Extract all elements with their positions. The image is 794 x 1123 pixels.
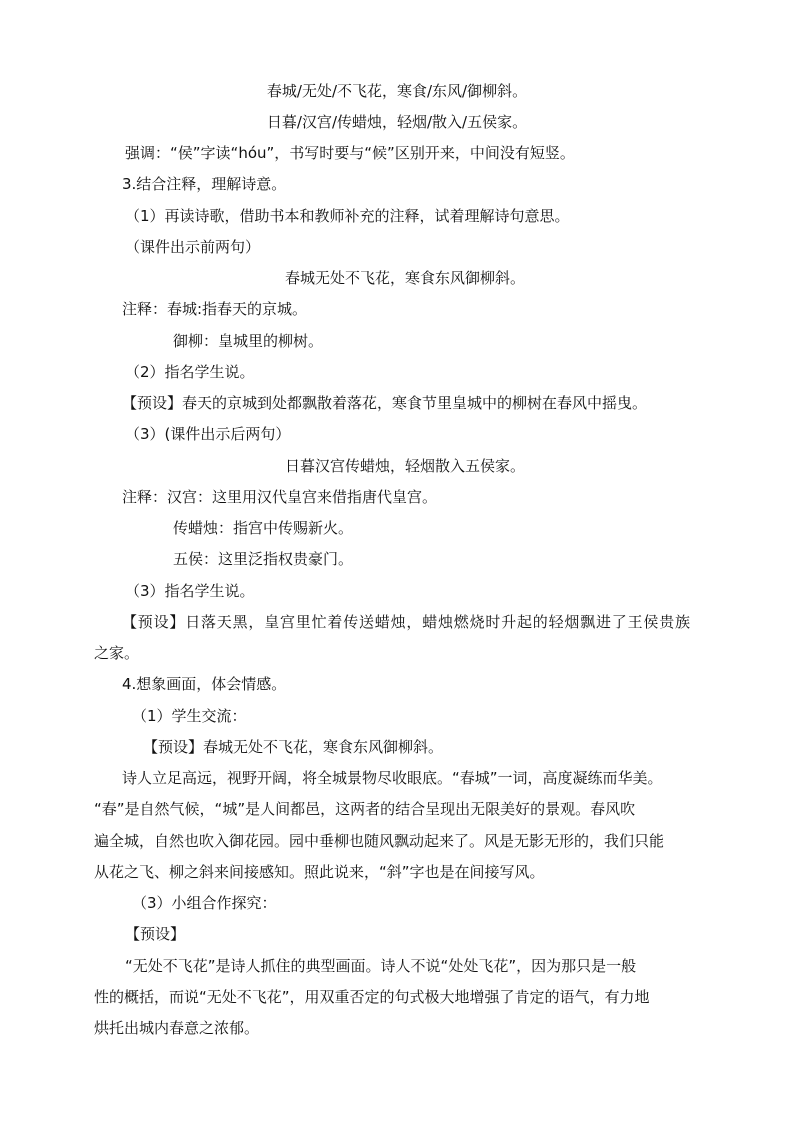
analysis-paragraph-line-4: 从花之飞、柳之斜来间接感知。照此说来，“斜”字也是在间接写风。 — [94, 863, 545, 881]
annotation-chuncheng: 注释：春城:指春天的京城。 — [122, 300, 308, 318]
annotation-hangong: 注释：汉宫：这里用汉代皇宫来借指唐代皇宫。 — [122, 488, 438, 506]
preset-answer-1: 【预设】春天的京城到处都飘散着落花，寒食节里皇城中的柳树在春风中摇曳。 — [122, 394, 648, 412]
courseware-note-2: （3）(课件出示后两句） — [125, 425, 291, 443]
poem-line-2-divided: 日暮/汉宫/传蜡烛，轻烟/散入/五侯家。 — [266, 113, 528, 131]
analysis-paragraph-line-1: 诗人立足高远，视野开阔，将全城景物尽收眼底。“春城”一词，高度凝练而华美。 — [122, 769, 663, 787]
section-heading-3: 3.结合注释，理解诗意。 — [122, 175, 287, 193]
conclusion-paragraph-line-2: 性的概括，而说“无处不飞花”，用双重否定的句式极大地增强了肯定的语气，有力地 — [94, 988, 650, 1006]
poem-second-couplet: 日暮汉宫传蜡烛，轻烟散入五侯家。 — [285, 457, 526, 475]
poem-line-1-divided: 春城/无处/不飞花，寒食/东风/御柳斜。 — [266, 82, 528, 100]
preset-poem-quote: 【预设】春城无处不飞花，寒食东风御柳斜。 — [143, 738, 444, 756]
annotation-chuanlazhu: 传蜡烛：指宫中传赐新火。 — [173, 519, 354, 537]
preset-answer-2: 【预设】日落天黑，皇宫里忙着传送蜡烛，蜡烛燃烧时升起的轻烟飘进了王侯贵族 — [122, 613, 691, 631]
step-1-discussion: （1）学生交流： — [132, 707, 247, 725]
step-1-instruction: （1）再读诗歌，借助书本和教师补充的注释，试着理解诗句意思。 — [125, 207, 570, 225]
step-3-instruction: （3）指名学生说。 — [125, 582, 255, 600]
group-exploration-heading: （3）小组合作探究： — [132, 894, 277, 912]
step-2-instruction: （2）指名学生说。 — [125, 363, 255, 381]
annotation-wuhou: 五侯：这里泛指权贵豪门。 — [173, 550, 354, 568]
section-heading-4: 4.想象画面，体会情感。 — [122, 675, 287, 693]
annotation-yuliu: 御柳：皇城里的柳树。 — [173, 332, 324, 350]
analysis-paragraph-line-3: 遍全城，自然也吹入御花园。园中垂柳也随风飘动起来了。风是无影无形的，我们只能 — [94, 832, 665, 850]
conclusion-paragraph-line-3: 烘托出城内春意之浓郁。 — [94, 1019, 260, 1037]
emphasis-note: 强调：“侯”字读“hóu”，书写时要与“候”区别开来，中间没有短竖。 — [125, 144, 575, 162]
analysis-paragraph-line-2: “春”是自然气候，“城”是人间都邑，这两者的结合呈现出无限美好的景观。春风吹 — [94, 800, 636, 818]
conclusion-paragraph-line-1: “无处不飞花”是诗人抓住的典型画面。诗人不说“处处飞花”，因为那只是一般 — [125, 957, 637, 975]
courseware-note-1: （课件出示前两句） — [125, 238, 261, 256]
preset-label: 【预设】 — [125, 925, 186, 943]
poem-first-couplet: 春城无处不飞花，寒食东风御柳斜。 — [285, 269, 526, 287]
preset-answer-2-continued: 之家。 — [94, 644, 140, 662]
